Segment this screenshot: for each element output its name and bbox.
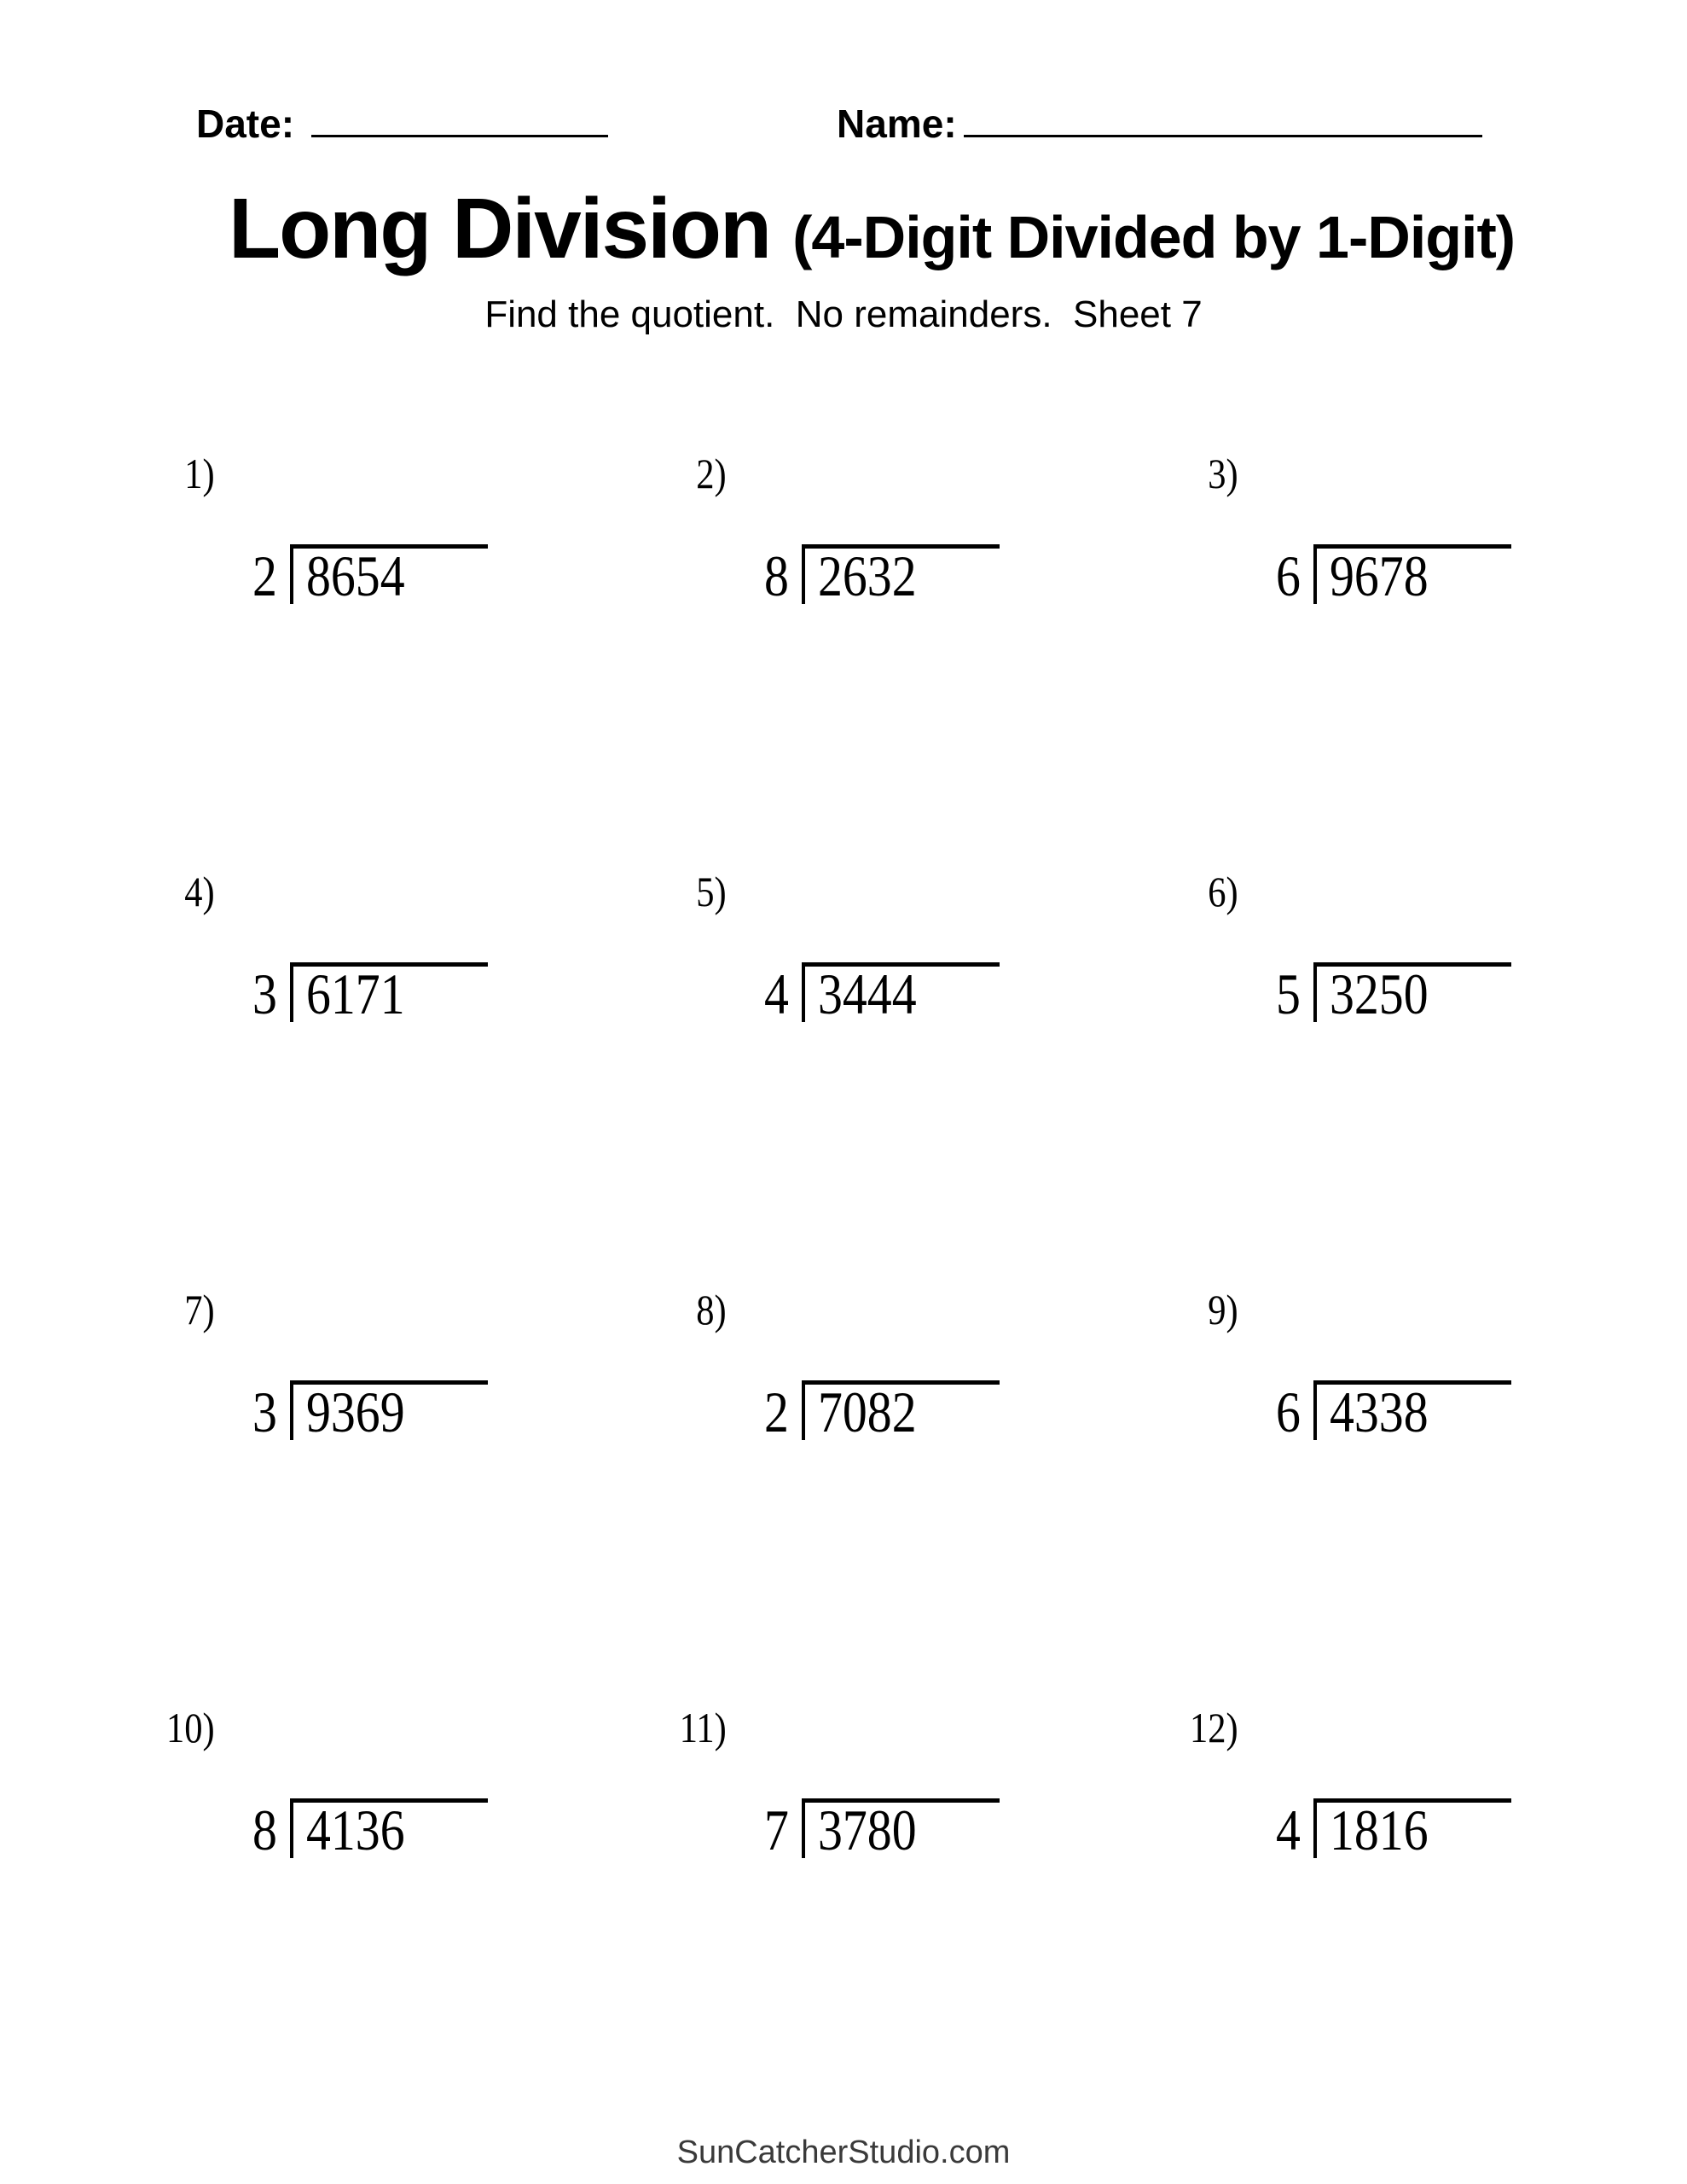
dividend-under-bracket [802,1798,1000,1862]
dividend-under-bracket [290,1798,488,1862]
divisor-text: 2 [764,1380,789,1444]
divisor [252,543,281,608]
problem-number-text: 11) [679,1704,727,1751]
problem-number-text: 6) [1208,868,1238,915]
divisor-text: 4 [1276,1798,1301,1862]
problem-cell [1177,1706,1687,2124]
divisor [764,1798,793,1862]
dividend-under-bracket [1313,961,1511,1026]
problem-cell [1177,452,1687,870]
dividend-under-bracket [1313,1380,1511,1444]
dividend-text: 3444 [818,961,917,1026]
problem-number [154,1288,215,1331]
date-label: Date: [196,102,295,146]
problem-number-text: 8) [696,1286,727,1333]
problem-cell [154,870,665,1288]
problem-cell [665,452,1177,870]
problem-cell [1177,870,1687,1288]
problem-number-text: 12) [1190,1704,1238,1751]
dividend-text: 6171 [306,961,405,1026]
dividend-text: 3250 [1330,961,1429,1026]
divisor-text: 5 [1276,961,1301,1026]
date-blank-line [311,135,608,137]
dividend-under-bracket [290,1380,488,1444]
divisor [1276,961,1305,1026]
dividend-under-bracket [802,543,1000,608]
problem-number-text: 7) [184,1286,215,1333]
dividend-text: 1816 [1330,1798,1429,1862]
page-title-suffix: (4-Digit Divided by 1-Digit) [792,204,1516,270]
title-row [229,181,1516,276]
divisor [764,961,793,1026]
long-division-problem [1276,961,1511,1026]
divisor-text: 2 [252,543,277,608]
divisor-text: 6 [1276,1380,1301,1444]
page-title: Long Division [229,181,771,276]
problem-cell [154,1288,665,1706]
problem-cell [154,1706,665,2124]
long-division-problem [252,1798,488,1862]
problem-number-text: 4) [184,868,215,915]
problem-number-text: 1) [184,450,215,497]
dividend-text: 8654 [306,543,405,608]
divisor [252,1380,281,1444]
problem-number [665,1288,727,1331]
problem-number-text: 2) [696,450,727,497]
problem-number [665,1706,727,1749]
problem-number-text: 10) [166,1704,215,1751]
problem-cell [154,452,665,870]
divisor-text: 6 [1276,543,1301,608]
problem-number [1177,452,1238,495]
divisor [764,543,793,608]
divisor [1276,1380,1305,1444]
divisor-text: 3 [252,961,277,1026]
divisor [252,961,281,1026]
long-division-problem [252,1380,488,1444]
long-division-problem [1276,1380,1511,1444]
divisor-text: 4 [764,961,789,1026]
problem-number [1177,1706,1238,1749]
dividend-text: 3780 [818,1798,917,1862]
dividend-under-bracket [802,961,1000,1026]
long-division-problem [764,543,1000,608]
problem-cell [1177,1288,1687,1706]
divisor [1276,543,1305,608]
problem-number [154,870,215,913]
problem-cell [665,870,1177,1288]
long-division-problem [1276,1798,1511,1862]
dividend-text: 2632 [818,543,917,608]
dividend-text: 4338 [1330,1380,1429,1444]
dividend-under-bracket [802,1380,1000,1444]
header-fields [196,101,1482,147]
dividend-under-bracket [1313,1798,1511,1862]
long-division-problem [252,961,488,1026]
long-division-problem [1276,543,1511,608]
instructions-subtitle: Find the quotient. No remainders. Sheet 7 [484,293,1203,335]
problem-cell [665,1288,1177,1706]
name-blank-line [964,135,1482,137]
problem-number-text: 9) [1208,1286,1238,1333]
divisor-text: 3 [252,1380,277,1444]
name-label: Name: [837,102,957,146]
divisor [1276,1798,1305,1862]
problem-number-text: 5) [696,868,727,915]
problem-number [154,452,215,495]
divisor-text: 8 [252,1798,277,1862]
long-division-problem [764,1380,1000,1444]
problem-number [154,1706,215,1749]
dividend-text: 7082 [818,1380,917,1444]
problem-number [665,870,727,913]
problem-number [1177,1288,1238,1331]
long-division-problem [764,1798,1000,1862]
dividend-text: 9678 [1330,543,1429,608]
problem-cell [665,1706,1177,2124]
dividend-text: 4136 [306,1798,405,1862]
divisor-text: 8 [764,543,789,608]
dividend-text: 9369 [306,1380,405,1444]
dividend-under-bracket [1313,543,1511,608]
long-division-problem [764,961,1000,1026]
dividend-under-bracket [290,961,488,1026]
divisor [764,1380,793,1444]
problem-number [665,452,727,495]
dividend-under-bracket [290,543,488,608]
divisor-text: 7 [764,1798,789,1862]
problems-grid [154,452,1687,2124]
long-division-problem [252,543,488,608]
problem-number [1177,870,1238,913]
problem-number-text: 3) [1208,450,1238,497]
footer-credit: SunCatcherStudio.com [676,2135,1011,2170]
divisor [252,1798,281,1862]
